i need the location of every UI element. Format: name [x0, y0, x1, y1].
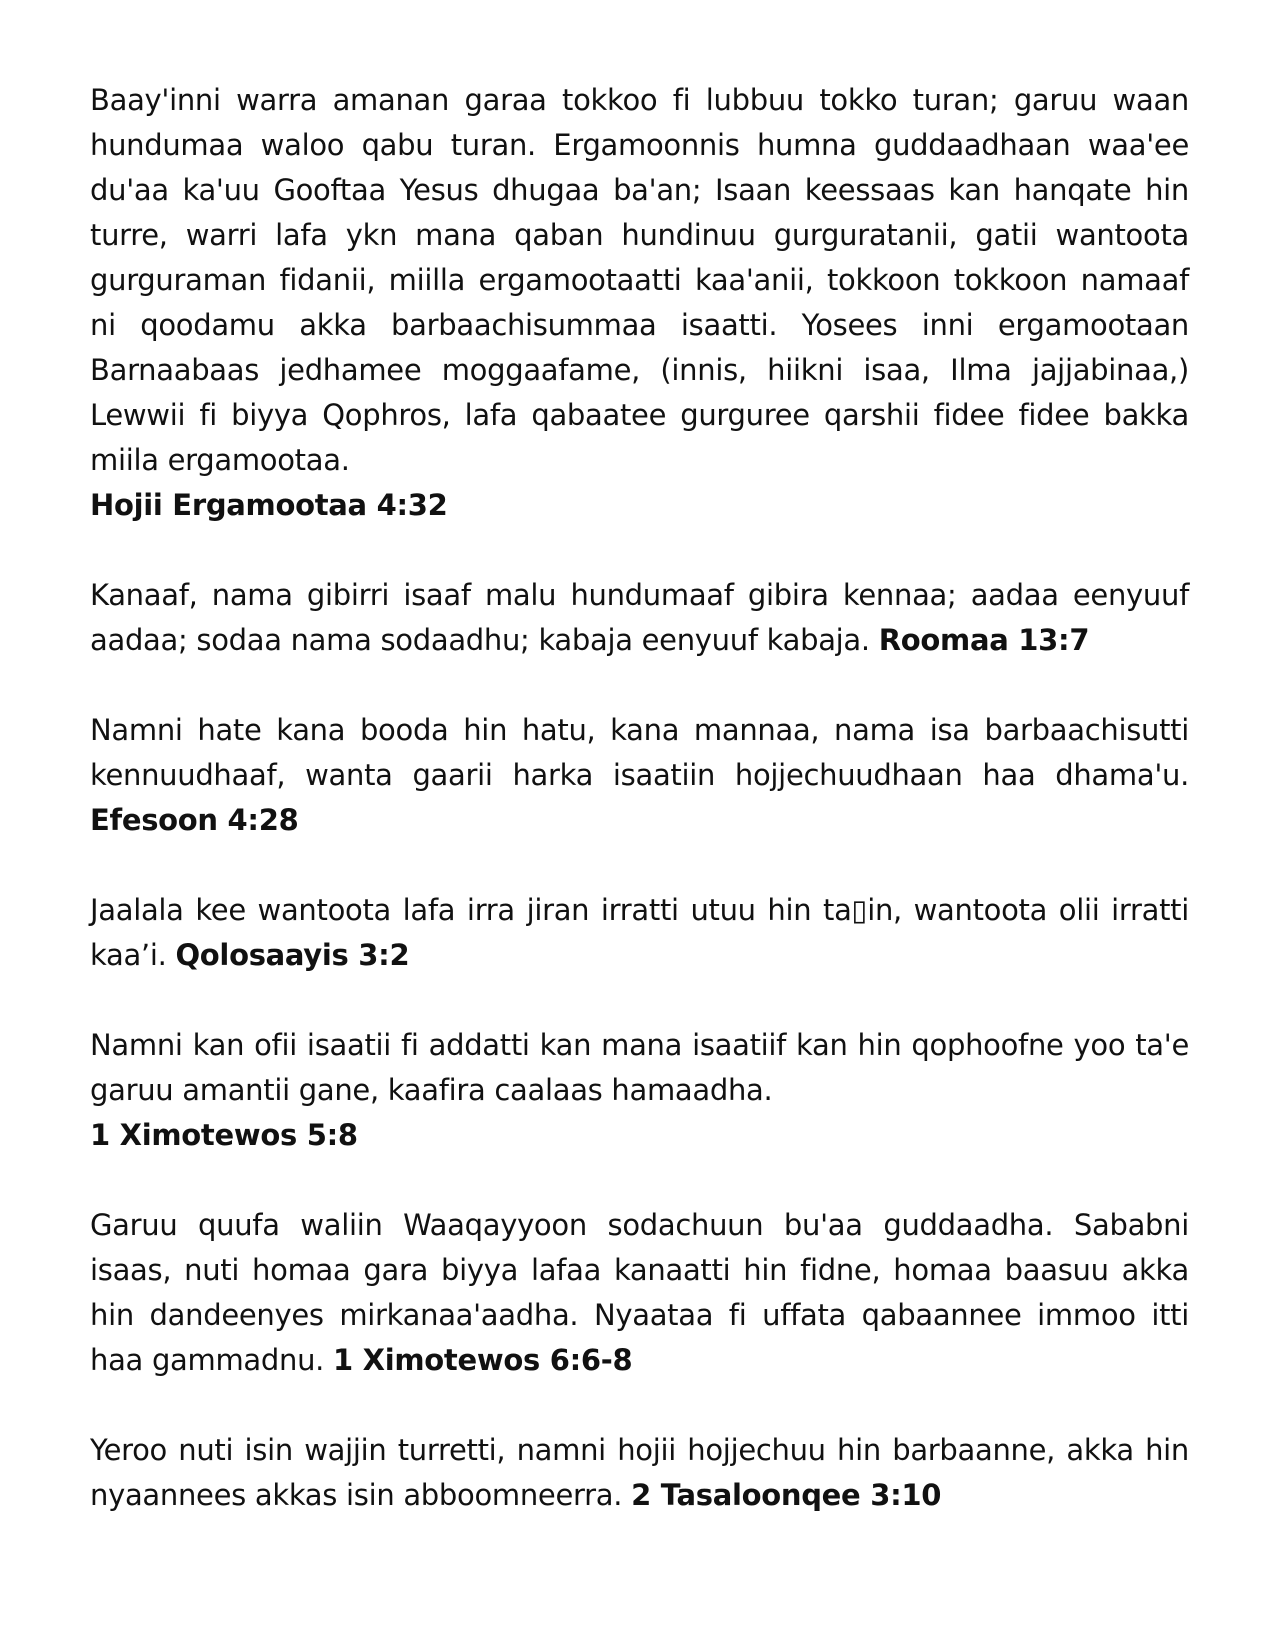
passage-text: Jaalala kee wantoota lafa irra jiran irratti utuu hin ta▯in, wantoota olii irratti kaa’i. — [90, 893, 1189, 972]
scripture-reference: Efesoon 4:28 — [90, 803, 299, 837]
scripture-reference: 2 Tasaloonqee 3:10 — [631, 1478, 942, 1512]
scripture-reference: 1 Ximotewos 6:6-8 — [333, 1343, 633, 1377]
passage-text: Namni kan ofii isaatii fi addatti kan mana isaatiif kan hin qophoofne yoo ta'e garuu amantii gane, kaafira caalaas hamaadha. — [90, 1028, 1189, 1107]
passage-colossians-3-2 — [90, 888, 1189, 978]
scripture-reference: 1 Ximotewos 5:8 — [90, 1118, 358, 1152]
passage-romans-13-7 — [90, 573, 1189, 663]
passage-text: Kanaaf, nama gibirri isaaf malu hundumaaf gibira kennaa; aadaa eenyuuf aadaa; sodaa nama sodaadhu; kabaja eenyuuf kabaja. — [90, 578, 1189, 657]
scripture-reference: Qolosaayis 3:2 — [175, 938, 410, 972]
passage-1-timothy-5-8 — [90, 1023, 1189, 1158]
passage-text: Baay'inni warra amanan garaa tokkoo fi lubbuu tokko turan; garuu waan hundumaa waloo qabu turan. Ergamoonnis humna guddaadhaan waa'ee du'aa ka'uu Gooftaa Yesus dhugaa ba'an; Isaan keessaas kan hanqate hin turre, warri lafa ykn mana qaban hundinuu gurguratanii, gatii wantoota gurguraman fidanii, miilla ergamootaatti kaa'anii, tokkoon tokkoon namaaf ni qoodamu akka barbaachisummaa isaatti. Yosees inni ergamootaan Barnaabaas jedhamee moggaafame, (innis, hiikni isaa, Ilma jajjabinaa,) Lewwii fi biyya Qophros, lafa qabaatee gurguree qarshii fidee fidee bakka miila ergamootaa. — [90, 83, 1189, 477]
passage-text: Namni hate kana booda hin hatu, kana mannaa, nama isa barbaachisutti kennuudhaaf, wanta gaarii harka isaatiin hojjechuudhaan haa dhama'u. — [90, 713, 1189, 792]
passage-text: Yeroo nuti isin wajjin turretti, namni hojii hojjechuu hin barbaanne, akka hin nyaannees akkas isin abboomneerra. — [90, 1433, 1189, 1512]
passage-acts-4-32 — [90, 78, 1189, 528]
passage-ephesians-4-28 — [90, 708, 1189, 843]
passage-2-thessalonians-3-10 — [90, 1428, 1189, 1518]
scripture-reference: Hojii Ergamootaa 4:32 — [90, 488, 448, 522]
scripture-reference: Roomaa 13:7 — [878, 623, 1090, 657]
passage-text: Garuu quufa waliin Waaqayyoon sodachuun bu'aa guddaadha. Sababni isaas, nuti homaa gara biyya lafaa kanaatti hin fidne, homaa baasuu akka hin dandeenyes mirkanaa'aadha. Nyaataa fi uffata qabaannee immoo itti haa gammadnu. — [90, 1208, 1189, 1377]
passage-1-timothy-6-6-8 — [90, 1203, 1189, 1383]
